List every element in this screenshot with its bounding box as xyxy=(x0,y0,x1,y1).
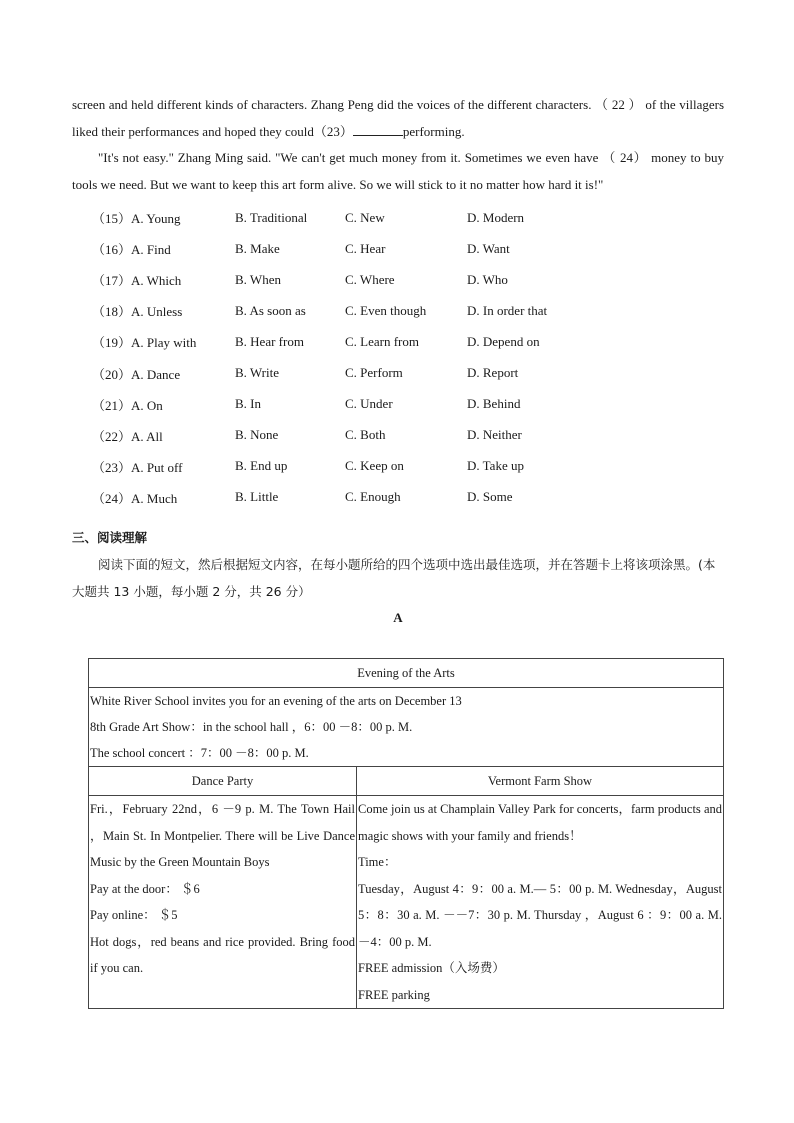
option-a: （24）A. Much xyxy=(92,490,178,506)
option-a: （16）A. Find xyxy=(92,242,171,258)
option-d: D. Some xyxy=(467,489,513,505)
passage-letter: A xyxy=(393,609,403,625)
option-row xyxy=(72,295,724,326)
option-d: D. Report xyxy=(467,365,519,381)
option-a: （18）A. Unless xyxy=(92,304,183,320)
option-d: D. Behind xyxy=(467,396,521,412)
table-title: Evening of the Arts xyxy=(89,659,724,688)
option-b: B. End up xyxy=(235,458,288,474)
option-row xyxy=(72,202,724,233)
option-row xyxy=(72,420,724,451)
passage-paragraph xyxy=(72,92,724,145)
answer-blank xyxy=(353,123,403,136)
option-a: （23）A. Put off xyxy=(92,459,183,475)
dance-party-cell xyxy=(89,796,357,1009)
option-row xyxy=(72,233,724,264)
intro-line: The school concert ：7：00 －8：00 p. M. xyxy=(90,746,309,760)
option-c: C. Keep on xyxy=(345,458,404,474)
option-b: B. As soon as xyxy=(235,302,306,318)
option-d: D. Neither xyxy=(467,427,522,443)
intro-line: White River School invites you for an evening of the arts on December 13 xyxy=(90,694,462,708)
option-c: C. Hear xyxy=(345,240,386,256)
option-b: B. Traditional xyxy=(235,209,308,225)
option-d: D. In order that xyxy=(467,302,548,318)
option-d: D. Who xyxy=(467,271,508,287)
options-list xyxy=(72,202,724,513)
option-row xyxy=(72,326,724,357)
option-a: （21）A. On xyxy=(92,397,163,413)
passage-paragraph-2: "It's not easy." Zhang Ming said. "We can't get much money from it. Sometimes we even have （ 24） money to buy tools we need. But we want to keep this art form alive. So we will stick to it no matter how hard it is!" xyxy=(72,150,724,192)
option-b: B. When xyxy=(235,271,281,287)
option-a: （19）A. Play with xyxy=(92,335,197,351)
farm-show-times: Tuesday，August 4：9：00 a. M.— 5：00 p. M. Wednesday，August 5：8：30 a. M. －－7：30 p. M. Thursday ，August 6 ：9：00 a. M. －4：00 p. M. xyxy=(358,881,722,949)
option-b: B. Make xyxy=(235,240,280,256)
intro-line: 8th Grade Art Show：in the school hall ，6：00 －8：00 p. M. xyxy=(90,720,413,734)
dance-party-details: Fri.，February 22nd，6 －9 p. M. The Town Hail ，Main St. In Montpelier. There will be Live Dance Music by the Green Mountain Boys xyxy=(90,802,355,869)
option-d: D. Modern xyxy=(467,209,525,225)
passage-text-tail: performing. xyxy=(402,123,465,139)
option-a: （15）A. Young xyxy=(92,211,181,227)
option-c: C. Even though xyxy=(345,302,427,318)
option-a: （17）A. Which xyxy=(92,273,182,289)
pay-online: Pay online： ＄5 xyxy=(90,908,178,922)
food-note: Hot dogs，red beans and rice provided. Bring food if you can. xyxy=(90,934,355,975)
document-page xyxy=(72,92,724,631)
option-a: （20）A. Dance xyxy=(92,366,181,382)
option-d: D. Depend on xyxy=(467,333,540,349)
option-row xyxy=(72,264,724,295)
option-row xyxy=(72,451,724,482)
option-d: D. Want xyxy=(467,240,510,256)
option-b: B. Hear from xyxy=(235,333,304,349)
farm-show-intro: Come join us at Champlain Valley Park for concerts，farm products and magic shows with your family and friends！ xyxy=(358,802,722,843)
option-c: C. Both xyxy=(345,427,386,443)
option-b: B. In xyxy=(235,396,261,412)
option-a: （22）A. All xyxy=(92,428,163,444)
option-b: B. Write xyxy=(235,365,280,381)
option-b: B. None xyxy=(235,427,279,443)
option-c: C. Perform xyxy=(345,365,403,381)
option-row xyxy=(72,389,724,420)
pay-door: Pay at the door： ＄6 xyxy=(90,881,200,896)
farm-show-cell xyxy=(357,796,724,1009)
dance-party-header: Dance Party xyxy=(89,767,357,796)
section-title: 三、阅读理解 xyxy=(72,529,148,545)
event-table xyxy=(88,658,724,1009)
option-d: D. Take up xyxy=(467,458,524,474)
option-c: C. Under xyxy=(345,396,393,412)
farm-show-header: Vermont Farm Show xyxy=(357,767,724,796)
time-label: Time： xyxy=(358,855,397,869)
free-admission: FREE admission（入场费） xyxy=(358,961,505,975)
option-row xyxy=(72,357,724,388)
section-instructions: 阅读下面的短文，然后根据短文内容，在每小题所给的四个选项中选出最佳选项，并在答题卡上将该项涂黑。(本大题共 13 小题，每小题 2 分，共 26 分） xyxy=(72,556,716,599)
option-c: C. Where xyxy=(345,271,395,287)
option-c: C. Enough xyxy=(345,489,401,505)
passage-text: screen and held different kinds of characters. Zhang Peng did the voices of the different characters. （ 22 ） of the villagers liked their performances and hoped they could（23） xyxy=(72,97,724,139)
option-c: C. New xyxy=(345,209,385,225)
intro-cell xyxy=(89,688,724,767)
option-c: C. Learn from xyxy=(345,333,420,349)
option-b: B. Little xyxy=(235,489,279,505)
option-row xyxy=(72,482,724,513)
free-parking: FREE parking xyxy=(358,987,430,1002)
